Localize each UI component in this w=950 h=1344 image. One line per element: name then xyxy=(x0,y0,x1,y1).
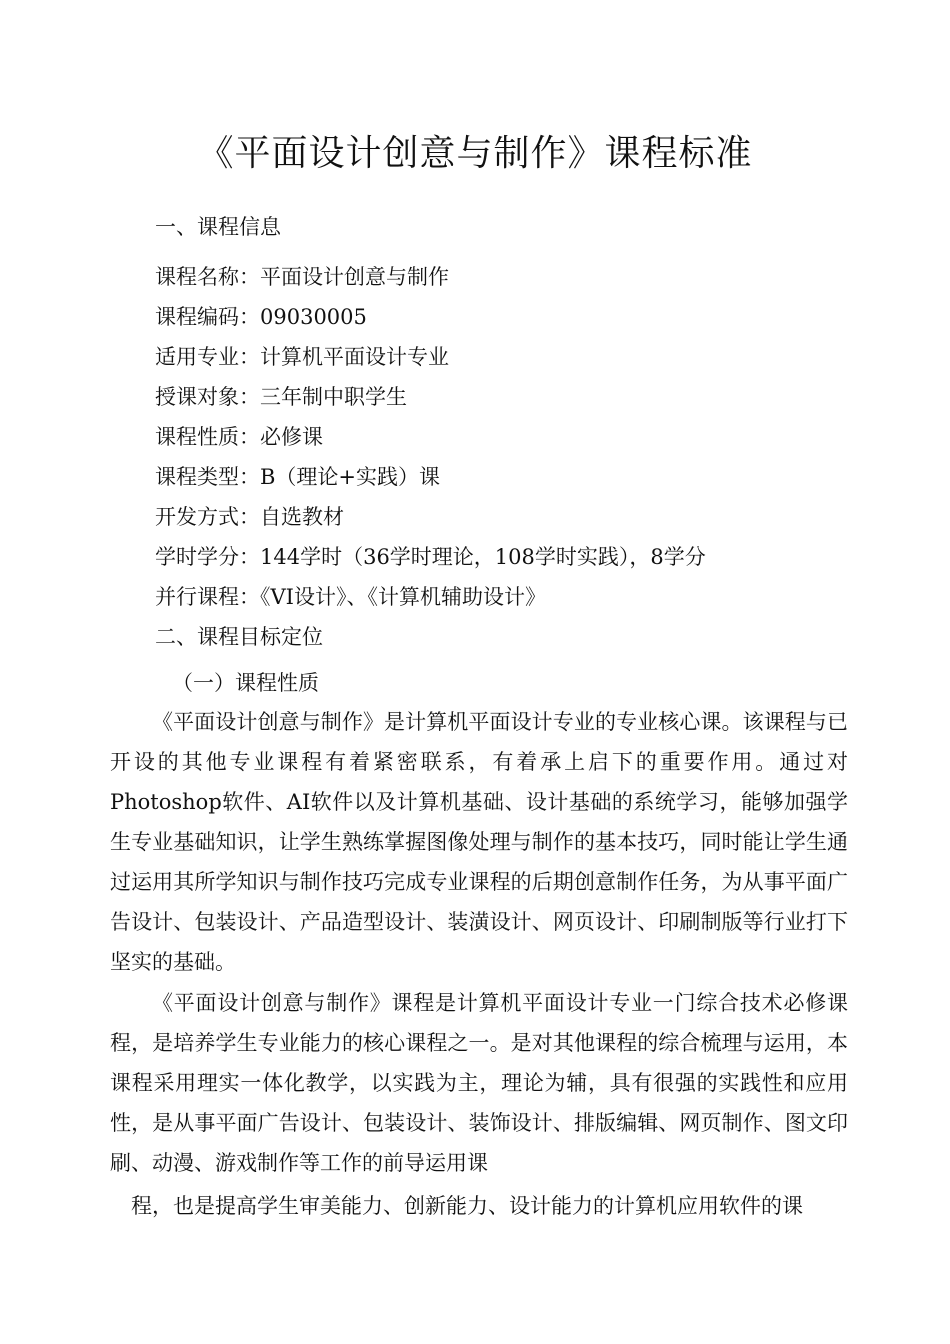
subsection-heading-course-nature: （一）课程性质 xyxy=(172,671,319,695)
section-heading-course-info: 一、课程信息 xyxy=(155,215,281,239)
field-course-name: 课程名称：平面设计创意与制作 xyxy=(155,265,449,289)
field-course-type: 课程类型：B（理论+实践）课 xyxy=(155,465,441,489)
field-major: 适用专业：计算机平面设计专业 xyxy=(155,345,449,369)
field-hours-credits: 学时学分：144学时（36学时理论，108学时实践），8学分 xyxy=(155,545,706,569)
paragraph-course-nature-2: 《平面设计创意与制作》课程是计算机平面设计专业一门综合技术必修课程，是培养学生专业能力的核心课程之一。是对其他课程的综合梳理与运用，本课程采用理实一体化教学，以实践为主，理论为辅，具有很强的实践性和应用性，是从事平面广告设计、包装设计、装饰设计、排版编辑、网页制作、图文印刷、动漫、游戏制作等工作的前导运用课 xyxy=(110,991,848,1175)
field-audience: 授课对象：三年制中职学生 xyxy=(155,385,407,409)
field-development-method: 开发方式：自选教材 xyxy=(155,505,344,529)
field-course-code: 课程编码：09030005 xyxy=(155,305,367,329)
field-parallel-courses: 并行课程：《VI设计》、《计算机辅助设计》 xyxy=(155,585,546,609)
section-heading-course-goals: 二、课程目标定位 xyxy=(155,625,323,649)
page-title: 《平面设计创意与制作》课程标准 xyxy=(197,133,753,174)
paragraph-course-nature-3: 程，也是提高学生审美能力、创新能力、设计能力的计算机应用软件的课 xyxy=(131,1194,803,1218)
paragraph-course-nature-1: 《平面设计创意与制作》是计算机平面设计专业的专业核心课。该课程与已开设的其他专业课程有着紧密联系，有着承上启下的重要作用。通过对Photoshop软件、AI软件以及计算机基础、设计基础的系统学习，能够加强学生专业基础知识，让学生熟练掌握图像处理与制作的基本技巧，同时能让学生通过运用其所学知识与制作技巧完成专业课程的后期创意制作任务，为从事平面广告设计、包装设计、产品造型设计、装潢设计、网页设计、印刷制版等行业打下坚实的基础。 xyxy=(110,710,848,974)
field-course-nature: 课程性质：必修课 xyxy=(155,425,323,449)
